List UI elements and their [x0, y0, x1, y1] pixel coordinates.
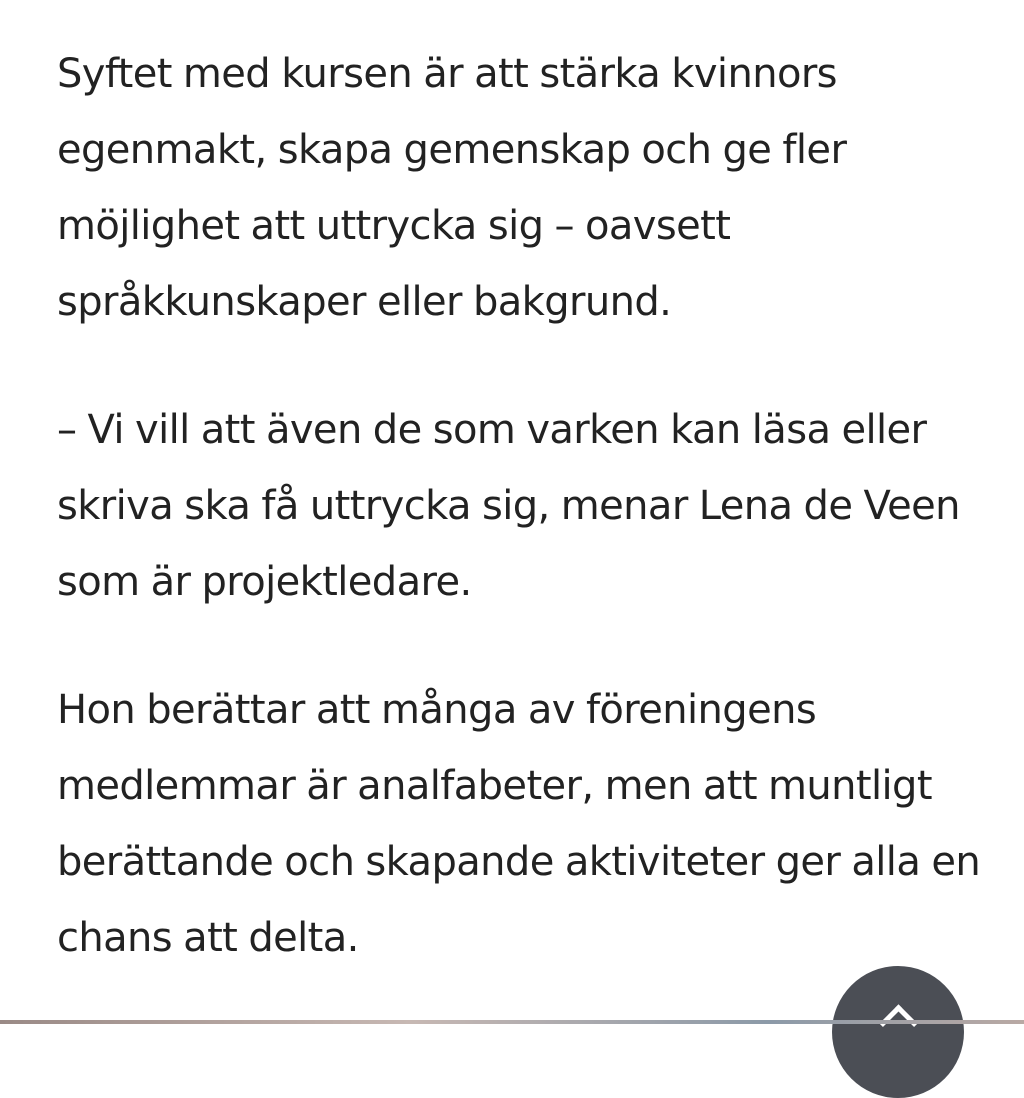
bottom-divider: [0, 1020, 1024, 1024]
scroll-to-top-button[interactable]: [832, 966, 964, 1098]
article-paragraph: – Vi vill att även de som varken kan läsa eller skriva ska få uttrycka sig, menar Lena de Veen som är projektledare.: [57, 407, 960, 605]
article-paragraph: Syftet med kursen är att stärka kvinnors egenmakt, skapa gemenskap och ge fler möjlighet att uttrycka sig – oavsett språkkunskaper eller bakgrund.: [57, 51, 847, 325]
article-body: [57, 36, 997, 1028]
article-paragraph: Hon berättar att många av föreningens medlemmar är analfabeter, men att muntligt berättande och skapande aktiviteter ger alla en chans att delta.: [57, 687, 981, 961]
